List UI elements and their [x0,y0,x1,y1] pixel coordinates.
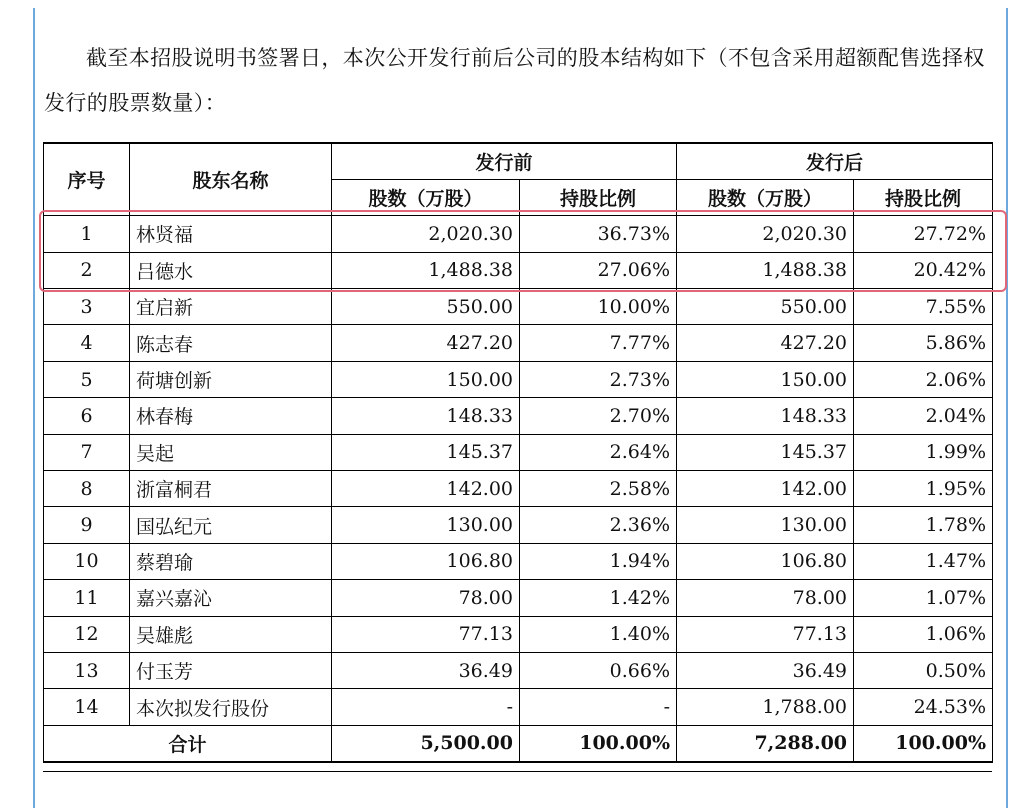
row-shareholder-name: 宜启新 [130,289,332,325]
row-before-shares: 2,020.30 [332,216,520,252]
row-before-shares: - [332,689,520,725]
total-row [44,725,993,761]
header-before-ratio: 持股比例 [520,179,677,215]
row-before-ratio: 27.06% [520,252,677,288]
row-after-shares: 130.00 [677,507,854,543]
row-before-ratio: 7.77% [520,325,677,361]
row-before-ratio: 2.73% [520,361,677,397]
row-index: 1 [44,216,130,252]
row-after-ratio: 1.78% [854,507,993,543]
row-after-shares: 2,020.30 [677,216,854,252]
row-shareholder-name: 荷塘创新 [130,361,332,397]
row-shareholder-name: 陈志春 [130,325,332,361]
table-row [44,689,993,725]
row-before-ratio: 2.70% [520,398,677,434]
row-index: 13 [44,652,130,688]
total-after-shares: 7,288.00 [677,725,854,761]
row-before-shares: 427.20 [332,325,520,361]
share-structure-table [43,142,993,763]
row-after-shares: 106.80 [677,543,854,579]
header-after-issuance: 发行后 [677,143,993,179]
row-before-shares: 130.00 [332,507,520,543]
header-name: 股东名称 [130,143,332,216]
total-before-ratio: 100.00% [520,725,677,761]
row-before-ratio: 2.36% [520,507,677,543]
row-after-ratio: 2.04% [854,398,993,434]
table-row [44,580,993,616]
row-after-shares: 148.33 [677,398,854,434]
row-after-ratio: 2.06% [854,361,993,397]
row-index: 11 [44,580,130,616]
row-shareholder-name: 嘉兴嘉沁 [130,580,332,616]
row-after-shares: 550.00 [677,289,854,325]
row-before-ratio: 1.40% [520,616,677,652]
row-before-ratio: 36.73% [520,216,677,252]
table-row [44,361,993,397]
row-after-shares: 77.13 [677,616,854,652]
row-after-shares: 36.49 [677,652,854,688]
table-row [44,616,993,652]
header-after-ratio: 持股比例 [854,179,993,215]
table-row [44,652,993,688]
header-index: 序号 [44,143,130,216]
total-label: 合计 [44,725,332,761]
row-shareholder-name: 林贤福 [130,216,332,252]
row-before-shares: 36.49 [332,652,520,688]
header-after-shares: 股数（万股） [677,179,854,215]
table-row [44,434,993,470]
row-shareholder-name: 付玉芳 [130,652,332,688]
row-after-shares: 427.20 [677,325,854,361]
row-before-shares: 550.00 [332,289,520,325]
table-body [44,216,993,725]
row-after-ratio: 27.72% [854,216,993,252]
row-before-shares: 106.80 [332,543,520,579]
row-shareholder-name: 吴起 [130,434,332,470]
table-bottom-rule [43,771,992,772]
row-after-ratio: 1.99% [854,434,993,470]
row-before-ratio: 2.58% [520,471,677,507]
row-before-ratio: 1.42% [520,580,677,616]
row-shareholder-name: 浙富桐君 [130,471,332,507]
table-row [44,471,993,507]
row-shareholder-name: 吴雄彪 [130,616,332,652]
row-after-shares: 145.37 [677,434,854,470]
row-after-ratio: 1.07% [854,580,993,616]
row-after-shares: 1,488.38 [677,252,854,288]
row-before-ratio: 2.64% [520,434,677,470]
row-index: 4 [44,325,130,361]
row-after-ratio: 5.86% [854,325,993,361]
row-before-ratio: 1.94% [520,543,677,579]
row-before-shares: 150.00 [332,361,520,397]
row-after-ratio: 1.95% [854,471,993,507]
row-index: 14 [44,689,130,725]
row-before-shares: 1,488.38 [332,252,520,288]
row-index: 10 [44,543,130,579]
table-row [44,289,993,325]
row-after-shares: 1,788.00 [677,689,854,725]
row-before-shares: 145.37 [332,434,520,470]
row-index: 8 [44,471,130,507]
row-index: 12 [44,616,130,652]
row-index: 6 [44,398,130,434]
row-before-ratio: 0.66% [520,652,677,688]
row-index: 2 [44,252,130,288]
row-before-ratio: 10.00% [520,289,677,325]
header-before-shares: 股数（万股） [332,179,520,215]
table-row [44,507,993,543]
row-before-ratio: - [520,689,677,725]
row-index: 5 [44,361,130,397]
row-after-ratio: 20.42% [854,252,993,288]
table-row [44,325,993,361]
row-after-ratio: 1.47% [854,543,993,579]
row-shareholder-name: 吕德水 [130,252,332,288]
row-after-shares: 150.00 [677,361,854,397]
row-index: 9 [44,507,130,543]
row-shareholder-name: 国弘纪元 [130,507,332,543]
table-row [44,398,993,434]
row-shareholder-name: 本次拟发行股份 [130,689,332,725]
row-index: 3 [44,289,130,325]
row-shareholder-name: 蔡碧瑜 [130,543,332,579]
row-index: 7 [44,434,130,470]
row-after-ratio: 24.53% [854,689,993,725]
row-before-shares: 78.00 [332,580,520,616]
total-before-shares: 5,500.00 [332,725,520,761]
table-row [44,543,993,579]
row-after-shares: 142.00 [677,471,854,507]
table-row [44,216,993,252]
row-after-ratio: 7.55% [854,289,993,325]
row-after-ratio: 0.50% [854,652,993,688]
row-shareholder-name: 林春梅 [130,398,332,434]
row-before-shares: 77.13 [332,616,520,652]
row-before-shares: 148.33 [332,398,520,434]
row-after-ratio: 1.06% [854,616,993,652]
intro-paragraph: 截至本招股说明书签署日，本次公开发行前后公司的股本结构如下（不包含采用超额配售选择权发行的股票数量）： [44,46,985,115]
header-row-top [44,143,993,179]
row-before-shares: 142.00 [332,471,520,507]
table-row [44,252,993,288]
header-before-issuance: 发行前 [332,143,677,179]
row-after-shares: 78.00 [677,580,854,616]
total-after-ratio: 100.00% [854,725,993,761]
